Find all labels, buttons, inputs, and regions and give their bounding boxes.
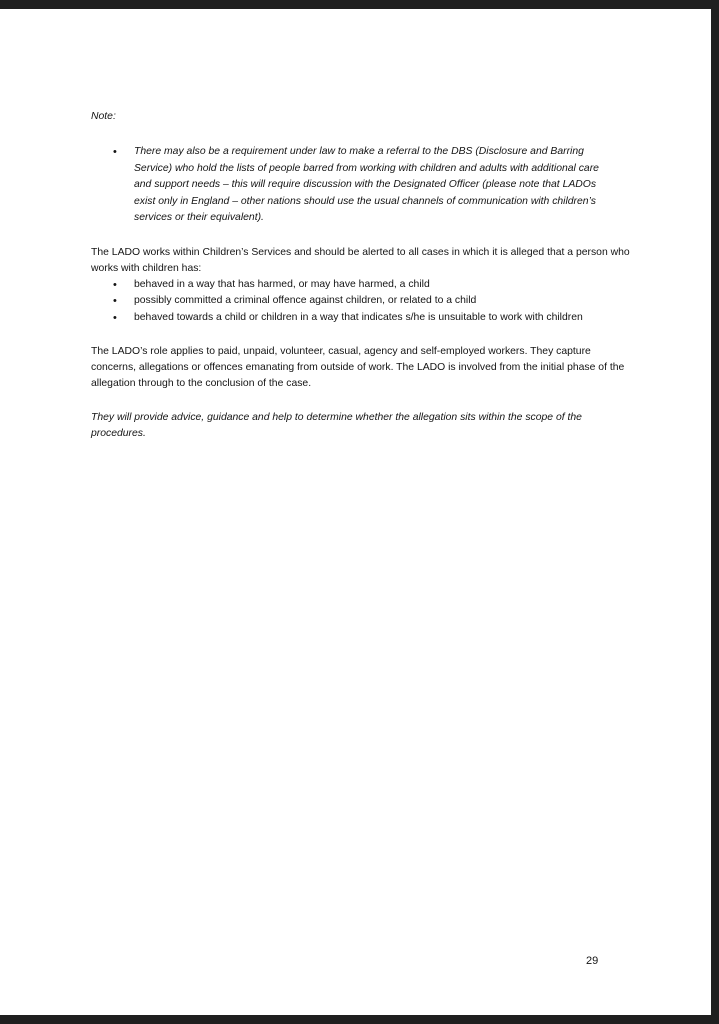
advice-paragraph: They will provide advice, guidance and help to determine whether the allegation sits within the scope of the procedures. [91, 412, 582, 439]
note-label: Note: [91, 111, 116, 122]
lado-role-paragraph: The LADO’s role applies to paid, unpaid, volunteer, casual, agency and self-employed workers. They capture concerns, allegations or offences emanating from outside of work. The LADO is involved from the initial phase of the allegation through to the conclusion of the case. [91, 346, 625, 389]
lado-intro-paragraph: The LADO works within Children’s Services and should be alerted to all cases in which it is alleged that a person who works with children has: [91, 246, 630, 274]
page-content [91, 109, 631, 442]
note-list [91, 144, 631, 227]
document-page [0, 9, 711, 1015]
page-number: 29 [586, 955, 599, 967]
note-item: • There may also be a requirement under law to make a referral to the DBS (Disclosure and Barring Service) who hold the lists of people barred from working with children and adults with additional care and support needs – this will require discussion with the Designated Officer (please note that LADOs exist only in England – other nations should use the usual channels of communication with children’s services or their equivalent). [91, 144, 631, 227]
list-item: • possibly committed a criminal offence against children, or related to a child [91, 293, 631, 310]
list-item: • behaved in a way that has harmed, or may have harmed, a child [91, 277, 631, 294]
lado-allegation-list [91, 277, 631, 327]
list-item: • behaved towards a child or children in a way that indicates s/he is unsuitable to work with children [91, 310, 631, 327]
